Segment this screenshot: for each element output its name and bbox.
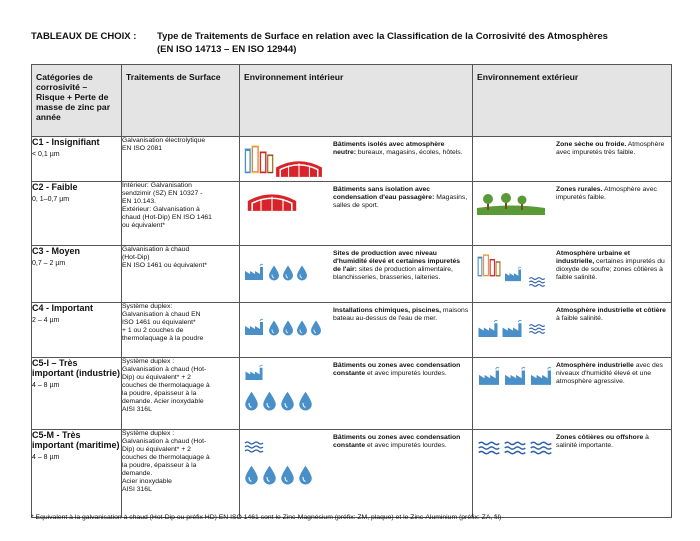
treatment-line: sendzimir (SZ) EN 10327 - bbox=[122, 190, 203, 197]
interior-text: bureaux, magasins, écoles, hôtels. bbox=[356, 149, 463, 156]
col-header-exterior: Environnement extérieur bbox=[473, 65, 672, 137]
treatment-line: couches de thermolaquage à bbox=[122, 382, 210, 389]
zinc-loss: < 0,1 µm bbox=[32, 151, 60, 158]
footnote: * Equivalent à la galvanisation à chaud (Hot-Dip ou préfix HD) EN ISO 1461 sont le Zinc-Magnésium (préfix: ZM, plaque) et le Zinc-Aluminium (préfix: ZA, fil) bbox=[31, 514, 502, 521]
exterior-cell bbox=[473, 246, 672, 303]
col-header-interior: Environnement intérieur bbox=[240, 65, 473, 137]
treatment-line: ISO 1461 ou équivalent* bbox=[122, 319, 196, 326]
treatment-line: ou équivalent* bbox=[122, 222, 166, 229]
zinc-loss: 2 – 4 µm bbox=[32, 317, 60, 324]
interior-icons bbox=[244, 364, 324, 416]
treatment-line: Système duplex: bbox=[122, 303, 173, 310]
treatment-line: la poudre, épaisseur à la bbox=[122, 462, 197, 469]
waves-icon bbox=[245, 442, 263, 452]
interior-cell bbox=[240, 246, 473, 303]
treatment-line: thermolaquage à la poudre bbox=[122, 335, 204, 342]
zinc-loss: 4 – 8 µm bbox=[32, 454, 60, 461]
interior-icons bbox=[244, 440, 324, 498]
table-row bbox=[32, 246, 672, 303]
treatment-line: chaud (Hot-Dip) EN ISO 1461 bbox=[122, 214, 212, 221]
treatment-line: EN ISO 2081 bbox=[122, 145, 163, 152]
interior-description bbox=[333, 186, 469, 210]
interior-icons bbox=[244, 190, 304, 212]
exterior-bold: Atmosphère industrielle et côtière bbox=[556, 307, 666, 314]
treatment-cell bbox=[122, 246, 240, 303]
treatment-line: Extérieur: Galvanisation à bbox=[122, 206, 200, 213]
table-row bbox=[32, 303, 672, 358]
category-cell bbox=[32, 303, 122, 358]
interior-description bbox=[333, 434, 469, 450]
water-drop-icon bbox=[269, 266, 279, 281]
exterior-description bbox=[556, 141, 668, 157]
interior-description bbox=[333, 362, 469, 378]
table-header-row bbox=[32, 65, 672, 137]
exterior-cell bbox=[473, 430, 672, 518]
hangar-icon bbox=[276, 161, 322, 177]
exterior-icons bbox=[477, 364, 553, 388]
table-row bbox=[32, 430, 672, 518]
header-label: TABLEAUX DE CHOIX : bbox=[31, 31, 137, 42]
treatment-line: Galvanisation à chaud EN bbox=[122, 311, 201, 318]
exterior-text: à faible salinité. bbox=[556, 315, 603, 322]
category-title: C5-M - Très important (maritime) bbox=[32, 430, 120, 450]
water-drop-icon bbox=[311, 321, 321, 336]
category-cell bbox=[32, 430, 122, 518]
waves-icon bbox=[505, 442, 526, 453]
interior-text: et avec impuretés lourdes. bbox=[365, 442, 447, 449]
category-title: C5-I – Très important (industrie) bbox=[32, 358, 120, 378]
treatment-line: Acier inoxydable bbox=[122, 478, 172, 485]
exterior-text: avec des niveaux d'humidité élevé et une atmosphère agressive. bbox=[556, 362, 663, 385]
interior-cell bbox=[240, 137, 473, 182]
exterior-text: à salinité importante. bbox=[556, 434, 649, 449]
waves-icon bbox=[479, 442, 500, 453]
factory-icon bbox=[479, 320, 498, 337]
exterior-cell bbox=[473, 358, 672, 430]
interior-bold: Installations chimiques, piscines, bbox=[333, 307, 442, 314]
interior-text: Magasins, salles de sport. bbox=[333, 194, 468, 209]
treatment-cell bbox=[122, 137, 240, 182]
exterior-bold: Atmosphère urbaine et industrielle, bbox=[556, 250, 631, 265]
interior-text: sites de production alimentaire, blanchisseries, brasseries, laiteries. bbox=[333, 266, 453, 281]
water-drop-icon bbox=[245, 392, 258, 411]
category-cell bbox=[32, 137, 122, 182]
exterior-icons bbox=[477, 248, 551, 298]
office-buildings-icon bbox=[245, 146, 274, 174]
hangar-icon bbox=[248, 194, 296, 211]
treatment-line: demande. bbox=[122, 470, 153, 477]
category-title: C3 - Moyen bbox=[32, 246, 81, 256]
col-header-treatment: Traitements de Surface bbox=[122, 65, 240, 137]
waves-icon bbox=[531, 442, 552, 453]
category-cell bbox=[32, 246, 122, 303]
table-row bbox=[32, 137, 672, 182]
water-drop-icon bbox=[283, 266, 293, 281]
interior-bold: Bâtiments sans isolation avec condensation d'eau passagère: bbox=[333, 186, 435, 201]
interior-text: et avec impuretés lourdes. bbox=[365, 370, 447, 377]
exterior-bold: Zone sèche ou froide. bbox=[556, 141, 627, 148]
water-drop-icon bbox=[281, 466, 294, 485]
treatment-cell bbox=[122, 430, 240, 518]
interior-description bbox=[333, 250, 469, 282]
header-title-line2: (EN ISO 14713 – EN ISO 12944) bbox=[157, 44, 297, 55]
category-cell bbox=[32, 358, 122, 430]
exterior-description bbox=[556, 362, 668, 386]
waves-icon bbox=[529, 278, 544, 287]
category-cell bbox=[32, 182, 122, 246]
factory-icon bbox=[245, 264, 263, 280]
treatment-line: Système duplex : bbox=[122, 358, 175, 365]
water-drop-icon bbox=[297, 321, 307, 336]
exterior-bold: Atmosphère industrielle bbox=[556, 362, 634, 369]
exterior-description bbox=[556, 307, 668, 323]
exterior-icons bbox=[477, 192, 547, 216]
factory-icon bbox=[245, 319, 263, 335]
exterior-description bbox=[556, 186, 668, 202]
water-drop-icon bbox=[283, 321, 293, 336]
treatment-line: Dip) ou équivalent* + 2 bbox=[122, 446, 191, 453]
interior-cell bbox=[240, 430, 473, 518]
treatment-line: demande. Acier inoxydable bbox=[122, 398, 204, 405]
exterior-description bbox=[556, 250, 668, 282]
interior-cell bbox=[240, 358, 473, 430]
treatment-line: (Hot-Dip) bbox=[122, 254, 150, 261]
corrosivity-table bbox=[31, 64, 672, 518]
water-drop-icon bbox=[297, 266, 307, 281]
factory-icon bbox=[246, 365, 263, 380]
treatment-line: Galvanisation à chaud bbox=[122, 246, 190, 253]
interior-bold: Bâtiments isolés avec atmosphère neutre: bbox=[333, 141, 445, 156]
water-drop-icon bbox=[299, 392, 312, 411]
treatment-line: + 1 ou 2 couches de bbox=[122, 327, 184, 334]
col-header-category: Catégories de corrosivité – Risque + Perte de masse de zinc par année bbox=[32, 65, 122, 137]
interior-bold: Bâtiments ou zones avec condensation constante bbox=[333, 362, 461, 377]
header-title-line1: Type de Traitements de Surface en relation avec la Classification de la Corrosivité des Atmosphères bbox=[157, 31, 608, 42]
factory-icon bbox=[505, 367, 525, 385]
interior-cell bbox=[240, 182, 473, 246]
water-drop-icon bbox=[263, 392, 276, 411]
exterior-cell bbox=[473, 303, 672, 358]
exterior-bold: Zones côtières ou offshore bbox=[556, 434, 644, 441]
treatment-line: Galvanisation électrolytique bbox=[122, 137, 206, 144]
table-row bbox=[32, 182, 672, 246]
category-title: C4 - Important bbox=[32, 303, 94, 313]
category-title: C1 - Insignifiant bbox=[32, 137, 100, 147]
interior-description bbox=[333, 307, 469, 323]
interior-icons bbox=[244, 139, 326, 179]
treatment-line: Intérieur: Galvanisation bbox=[122, 182, 192, 189]
factory-icon bbox=[531, 367, 551, 385]
exterior-cell bbox=[473, 137, 672, 182]
city-buildings-icon bbox=[478, 254, 501, 276]
treatment-line: AISI 316L bbox=[122, 486, 152, 493]
zinc-loss: 0,7 – 2 µm bbox=[32, 260, 66, 267]
interior-icons bbox=[244, 315, 324, 337]
treatment-cell bbox=[122, 303, 240, 358]
exterior-text: certaines impuretés du dioxyde de soufre; zones côtières à faible salinité. bbox=[556, 258, 665, 281]
exterior-icons bbox=[477, 317, 551, 339]
treatment-line: EN 10.143. bbox=[122, 198, 157, 205]
interior-cell bbox=[240, 303, 473, 358]
treatment-line: Dip) ou équivalent* + 2 bbox=[122, 374, 191, 381]
exterior-description bbox=[556, 434, 668, 450]
treatment-line: Galvanisation à chaud (Hot- bbox=[122, 438, 207, 445]
exterior-text: Atmosphère avec impuretés très faible. bbox=[556, 141, 665, 156]
zinc-loss: 4 – 8 µm bbox=[32, 382, 60, 389]
interior-description bbox=[333, 141, 469, 157]
exterior-bold: Zones rurales. bbox=[556, 186, 603, 193]
interior-bold: Sites de production avec niveau d'humidité élevé et certaines impuretés de l'air: bbox=[333, 250, 461, 273]
water-drop-icon bbox=[263, 466, 276, 485]
zinc-loss: 0, 1–0,7 µm bbox=[32, 196, 70, 203]
interior-bold: Bâtiments ou zones avec condensation constante bbox=[333, 434, 461, 449]
header-title bbox=[157, 30, 677, 56]
water-drop-icon bbox=[281, 392, 294, 411]
category-title: C2 - Faible bbox=[32, 182, 78, 192]
treatment-line: la poudre, épaisseur à la bbox=[122, 390, 197, 397]
exterior-text: Atmosphère avec impuretés faible. bbox=[556, 186, 657, 201]
treatment-cell bbox=[122, 358, 240, 430]
treatment-line: AISI 316L bbox=[122, 406, 152, 413]
treatment-cell bbox=[122, 182, 240, 246]
exterior-cell bbox=[473, 182, 672, 246]
factory-icon bbox=[505, 267, 521, 281]
treatment-line: EN ISO 1461 ou équivalent* bbox=[122, 262, 208, 269]
treatment-line: Système duplex : bbox=[122, 430, 175, 437]
treatment-line: Galvanisation à chaud (Hot- bbox=[122, 366, 207, 373]
factory-icon bbox=[503, 320, 522, 337]
interior-icons bbox=[244, 260, 314, 282]
interior-text: maisons bateau au-dessus de l'eau de mer. bbox=[333, 307, 469, 322]
exterior-icons bbox=[477, 440, 555, 456]
factory-icon bbox=[479, 367, 499, 385]
water-drop-icon bbox=[269, 321, 279, 336]
treatment-line: couches de thermolaquage à bbox=[122, 454, 210, 461]
waves-icon bbox=[529, 325, 544, 334]
table-row bbox=[32, 358, 672, 430]
water-drop-icon bbox=[299, 466, 312, 485]
rural-trees-icon bbox=[477, 193, 545, 215]
water-drop-icon bbox=[245, 466, 258, 485]
